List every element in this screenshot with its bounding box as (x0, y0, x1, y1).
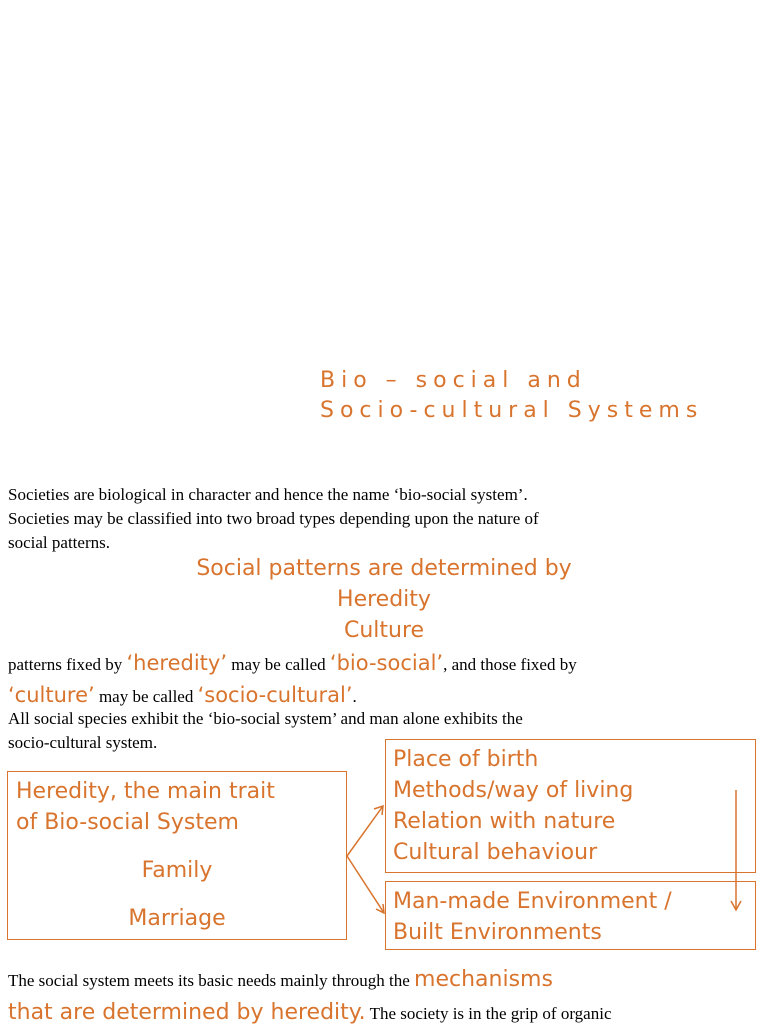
highlight-culture: ‘culture’ (8, 683, 95, 707)
culture-traits-box (385, 739, 756, 873)
culture-traits-line-1: Place of birth (393, 747, 539, 772)
environment-box (385, 881, 756, 950)
culture-traits-line-4: Cultural behaviour (393, 840, 598, 865)
highlight-determined-by-heredity: that are determined by heredity. (8, 1000, 366, 1025)
closing-text-2: The society is in the grip of organic (365, 1004, 612, 1023)
closing-text-1: The social system meets its basic needs mainly through the (8, 971, 415, 990)
heredity-box (7, 771, 347, 940)
determinant-heredity: Heredity (337, 587, 431, 612)
patterns-text-3: , and those fixed by (443, 655, 577, 674)
heredity-box-family: Family (141, 858, 213, 883)
patterns-text-4: may be called (94, 687, 198, 706)
patterns-text-5: . (352, 687, 357, 706)
highlight-mechanisms: mechanisms (414, 967, 553, 992)
highlight-heredity: ‘heredity’ (126, 651, 227, 675)
heredity-box-marriage: Marriage (128, 906, 226, 931)
patterns-text-1: patterns fixed by (8, 655, 127, 674)
patterns-line-1 (8, 648, 577, 680)
patterns-paragraph (8, 648, 577, 712)
closing-line-1 (8, 964, 612, 997)
species-line-1: All social species exhibit the ‘bio-social system’ and man alone exhibits the (8, 709, 523, 728)
title-line-1: Bio – social and (320, 368, 587, 393)
environment-box-line-1: Man-made Environment / (393, 889, 672, 914)
intro-line-1: Societies are biological in character and hence the name ‘bio-social system’. (8, 485, 528, 504)
intro-line-2: Societies may be classified into two broad types depending upon the nature of (8, 509, 539, 528)
highlight-bio-social: ‘bio-social’ (329, 651, 444, 675)
heredity-box-line-1: Heredity, the main trait (16, 779, 275, 804)
closing-line-2 (8, 997, 612, 1030)
heredity-box-line-2: of Bio-social System (16, 810, 239, 835)
culture-traits-line-3: Relation with nature (393, 809, 616, 834)
highlight-socio-cultural: ‘socio-cultural’ (197, 683, 353, 707)
patterns-text-2: may be called (227, 655, 330, 674)
intro-line-3: social patterns. (8, 533, 110, 552)
intro-paragraph (8, 483, 539, 555)
environment-box-line-2: Built Environments (393, 920, 602, 945)
culture-traits-line-2: Methods/way of living (393, 778, 634, 803)
determinant-culture: Culture (343, 618, 425, 643)
page-title (320, 366, 703, 426)
arrow-to-environment (347, 856, 384, 913)
species-line-2: socio-cultural system. (8, 733, 158, 752)
determinants-heading: Social patterns are determined by (196, 556, 572, 581)
title-line-2: Socio-cultural Systems (320, 398, 704, 423)
arrow-to-culture-traits (347, 806, 383, 856)
closing-paragraph (8, 964, 612, 1030)
